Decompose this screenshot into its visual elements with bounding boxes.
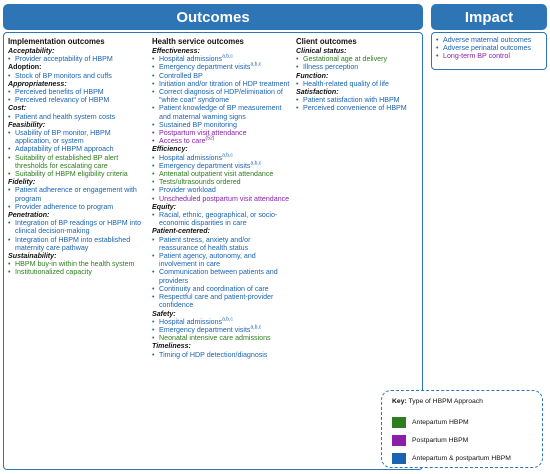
- item-text: HBPM buy-in within the health system: [15, 260, 135, 269]
- item-superscript: a,b,c: [250, 62, 262, 69]
- outcome-item: [152, 72, 290, 80]
- item-text: Institutionalized capacity: [15, 268, 92, 277]
- item-text: Tests/ultrasounds ordered: [159, 178, 241, 187]
- item-text: Provider adherence to program: [15, 202, 114, 211]
- category-list: [8, 88, 146, 104]
- category-safety: Safety:: [152, 309, 176, 318]
- outcome-item: [8, 55, 146, 63]
- outcome-item: [8, 129, 146, 145]
- item-text: Perceived convenience of HBPM: [303, 104, 407, 113]
- legend-title-text: Type of HBPM Approach: [408, 398, 483, 405]
- category-list: [8, 129, 146, 178]
- item-text: Suitability of established BP alert thresholds for escalating care: [15, 153, 119, 170]
- outcome-item: [152, 211, 290, 227]
- category-list: [296, 55, 420, 71]
- category-adoption: Adoption:: [8, 63, 42, 72]
- item-superscript: a,b,c: [222, 53, 233, 60]
- item-text: Patient stress, anxiety and/or reassurance of health status: [159, 235, 251, 252]
- item-text: Initiation and/or titration of HDP treatment: [159, 79, 290, 88]
- category-acceptability: Acceptability:: [8, 47, 55, 55]
- outcome-item: [296, 80, 420, 88]
- implementation-outcomes-column: [8, 37, 146, 277]
- item-text: Neonatal intensive care admissions: [159, 334, 271, 343]
- outcome-item: [8, 88, 146, 96]
- outcome-item: [152, 162, 290, 170]
- outcome-item: [152, 80, 290, 88]
- category-patient-centered: Patient-centered:: [152, 227, 210, 236]
- category-satisfaction: Satisfaction:: [296, 88, 339, 97]
- outcome-item: [152, 285, 290, 293]
- category-list: [152, 236, 290, 310]
- outcome-item: [8, 203, 146, 211]
- outcome-item: [8, 145, 146, 153]
- item-text: Hospital admissions: [159, 153, 223, 162]
- legend-entry-postpartum: [392, 435, 468, 446]
- legend-entry-label: Postpartum HBPM: [412, 437, 469, 444]
- outcome-item: [152, 129, 290, 137]
- impact-column: [436, 36, 548, 61]
- outcome-item: [8, 96, 146, 104]
- outcome-item: [152, 293, 290, 309]
- item-text: Correct diagnosis of HDP/elimination of "white coat" syndrome: [159, 88, 283, 105]
- category-list: [152, 55, 290, 145]
- outcome-item: [152, 186, 290, 194]
- legend-entry-both: [392, 453, 511, 464]
- client-outcomes-column: [296, 37, 420, 113]
- item-text: Timing of HDP detection/diagnosis: [159, 350, 268, 359]
- item-text: Patient and health system costs: [15, 112, 116, 121]
- item-superscript: a,b,c: [250, 160, 262, 167]
- item-text: Respectful care and patient-provider confidence: [159, 293, 274, 310]
- item-text: Patient agency, autonomy, and involvement in care: [159, 252, 256, 269]
- legend-key-label: Key:: [392, 398, 407, 405]
- category-list: [296, 80, 420, 88]
- outcome-item: [152, 63, 290, 71]
- column-title: Health service outcomes: [152, 37, 244, 46]
- item-text: Continuity and coordination of care: [159, 284, 269, 293]
- item-text: Patient adherence or engagement with program: [15, 186, 137, 203]
- legend-box: [381, 390, 543, 468]
- category-clinical-status: Clinical status:: [296, 47, 347, 55]
- outcome-item: [8, 154, 146, 170]
- outcome-item: [152, 195, 290, 203]
- item-text: Stock of BP monitors and cuffs: [15, 71, 112, 80]
- item-superscript: a,b,c: [250, 324, 262, 331]
- item-text: Long-term BP control: [443, 52, 510, 61]
- item-text: Perceived benefits of HBPM: [15, 88, 104, 97]
- category-list: [152, 211, 290, 227]
- item-text: Adaptability of HBPM approach: [15, 145, 114, 154]
- item-text: Communication between patients and providers: [159, 268, 278, 285]
- outcome-item: [296, 96, 420, 104]
- outcome-item: [152, 326, 290, 334]
- item-text: Hospital admissions: [159, 55, 223, 64]
- item-text: Integration of HBPM into established maternity care pathway: [15, 235, 131, 252]
- category-sustainability: Sustainability:: [8, 252, 57, 261]
- category-list: [152, 318, 290, 343]
- legend-entry-label: Antepartum & postpartum HBPM: [412, 455, 511, 462]
- outcome-item: [152, 137, 290, 145]
- outcome-item: [152, 268, 290, 284]
- legend-entry-label: Antepartum HBPM: [412, 419, 469, 426]
- category-list: [152, 154, 290, 203]
- health-service-outcomes-column: [152, 37, 290, 359]
- category-cost: Cost:: [8, 104, 27, 113]
- antepartum-swatch: [392, 417, 406, 428]
- category-appropriateness: Appropriateness:: [8, 79, 67, 88]
- item-superscript: a,b,c: [222, 316, 233, 323]
- outcome-item: [8, 260, 146, 268]
- category-list: [8, 72, 146, 80]
- outcome-item: [152, 170, 290, 178]
- outcome-item: [8, 170, 146, 178]
- outcome-item: [296, 55, 420, 63]
- outcome-item: [152, 178, 290, 186]
- item-text: Patient satisfaction with HBPM: [303, 96, 400, 105]
- item-text: Racial, ethnic, geographical, or socio-economic disparities in care: [159, 211, 278, 228]
- item-text: Controlled BP: [159, 71, 203, 80]
- outcome-item: [152, 334, 290, 342]
- outcome-item: [296, 104, 420, 112]
- item-text: Sustained BP monitoring: [159, 120, 237, 129]
- outcome-item: [152, 88, 290, 104]
- column-title: Client outcomes: [296, 37, 357, 46]
- category-fidelity: Fidelity:: [8, 178, 36, 187]
- category-list: [8, 55, 146, 63]
- outcome-item: [152, 318, 290, 326]
- item-text: Illness perception: [303, 63, 359, 72]
- outcome-item: [8, 113, 146, 121]
- item-text: Integration of BP readings or HBPM into clinical decision-making: [15, 219, 142, 236]
- legend-entry-antepartum: [392, 417, 469, 428]
- item-text: Emergency department visits: [159, 161, 251, 170]
- category-function: Function:: [296, 71, 329, 80]
- item-text: Adverse maternal outcomes: [443, 36, 532, 44]
- item-text: Gestational age at delivery: [303, 55, 387, 64]
- outcome-item: [152, 154, 290, 162]
- outcome-item: [296, 63, 420, 71]
- category-list: [152, 351, 290, 359]
- outcomes-header: Outcomes: [3, 4, 423, 30]
- item-text: Patient knowledge of BP measurement and maternal warning signs: [159, 104, 282, 121]
- outcome-item: [8, 268, 146, 276]
- category-feasibility: Feasibility:: [8, 120, 46, 129]
- category-equity: Equity:: [152, 202, 177, 211]
- outcome-item: [152, 121, 290, 129]
- outcome-item: [152, 252, 290, 268]
- category-list: [8, 219, 146, 252]
- item-text: Adverse perinatal outcomes: [443, 44, 531, 53]
- item-text: Unscheduled postpartum visit attendance: [159, 194, 290, 203]
- item-text: Antenatal outpatient visit attendance: [159, 170, 274, 179]
- item-text: Usability of BP monitor, HBPM application, or system: [15, 129, 111, 146]
- item-text: Health-related quality of life: [303, 79, 389, 88]
- impact-item: [436, 44, 548, 52]
- item-text: Hospital admissions: [159, 317, 223, 326]
- legend-title: [392, 398, 483, 405]
- category-list: [296, 96, 420, 112]
- both-swatch: [392, 453, 406, 464]
- impact-item: [436, 36, 548, 44]
- item-text: Emergency department visits: [159, 63, 251, 72]
- item-text: Provider acceptability of HBPM: [15, 55, 113, 64]
- category-penetration: Penetration:: [8, 211, 50, 220]
- outcome-item: [152, 351, 290, 359]
- item-superscript: a,b,c: [222, 152, 233, 159]
- item-text: Suitability of HBPM eligibility criteria: [15, 170, 128, 179]
- item-superscript: (52): [205, 135, 215, 142]
- category-efficiency: Efficiency:: [152, 145, 188, 154]
- item-text: Emergency department visits: [159, 325, 251, 334]
- outcome-item: [8, 219, 146, 235]
- outcome-item: [8, 72, 146, 80]
- outcome-item: [8, 236, 146, 252]
- outcome-item: [152, 104, 290, 120]
- outcome-item: [152, 236, 290, 252]
- impact-list: [436, 36, 548, 61]
- item-text: Access to care: [159, 137, 206, 146]
- column-title: Implementation outcomes: [8, 37, 105, 46]
- category-list: [8, 113, 146, 121]
- category-list: [8, 260, 146, 276]
- impact-header: Impact: [431, 4, 547, 30]
- outcome-item: [8, 186, 146, 202]
- item-text: Provider workload: [159, 186, 216, 195]
- postpartum-swatch: [392, 435, 406, 446]
- impact-item: [436, 52, 548, 60]
- item-text: Postpartum visit attendance: [159, 129, 247, 138]
- category-effectiveness: Effectiveness:: [152, 47, 200, 55]
- category-list: [8, 186, 146, 211]
- item-text: Perceived relevancy of HBPM: [15, 96, 110, 105]
- category-timeliness: Timeliness:: [152, 342, 191, 351]
